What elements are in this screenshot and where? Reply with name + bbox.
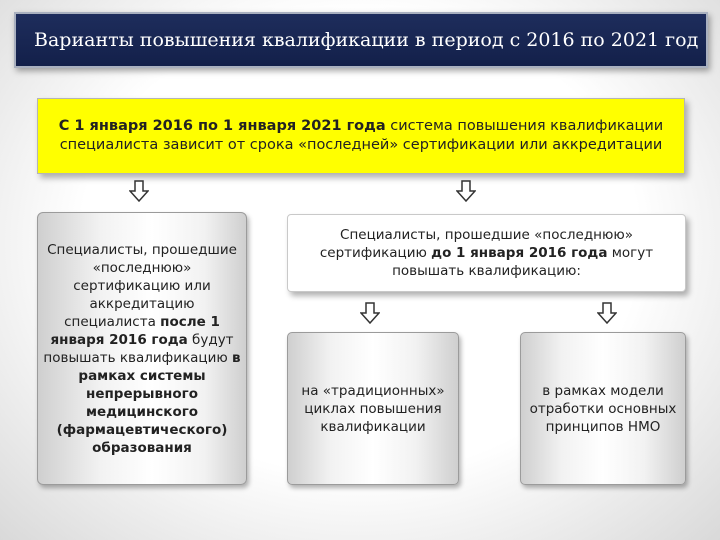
before-2016-part1: Специалисты, прошедшие «последнюю» сертификацию: [319, 227, 633, 261]
title-bar: [14, 12, 708, 68]
after-2016-part1: Специалисты, прошедшие «последнюю» сертификацию или аккредитацию специалиста: [47, 241, 237, 330]
down-arrow-icon: [129, 180, 149, 202]
before-2016-date: до 1 января 2016 года: [431, 245, 608, 261]
after-2016-date: после 1 января 2016 года: [50, 313, 220, 348]
after-2016-part2: будут повышать квалификацию: [43, 331, 234, 366]
top-condition-text: [46, 117, 676, 155]
before-2016-box: [287, 214, 686, 292]
top-condition-date: С 1 января 2016 по 1 января 2021 года: [58, 118, 386, 134]
nmo-model-box: [520, 332, 686, 485]
traditional-cycles-text: на «традиционных» циклах повышения квалификации: [301, 382, 445, 435]
down-arrow-icon: [360, 302, 380, 324]
nmo-model-text: в рамках модели отработки основных принципов НМО: [529, 382, 677, 435]
top-condition-box: [37, 98, 685, 174]
slide-title: Варианты повышения квалификации в период с 2016 по 2021 год: [34, 29, 699, 51]
top-condition-rest: система повышения квалификации специалиста зависит от срока «последней» сертификации или аккредитации: [59, 118, 664, 153]
traditional-cycles-box: [287, 332, 459, 485]
after-2016-system: в рамках системы непрерывного медицинского (фармацевтического) образования: [56, 349, 241, 456]
down-arrow-icon: [456, 180, 476, 202]
after-2016-box: [37, 212, 247, 485]
before-2016-part2: могут повышать квалификацию:: [392, 245, 654, 279]
after-2016-text: [42, 241, 242, 457]
before-2016-text: [288, 226, 685, 280]
down-arrow-icon: [597, 302, 617, 324]
